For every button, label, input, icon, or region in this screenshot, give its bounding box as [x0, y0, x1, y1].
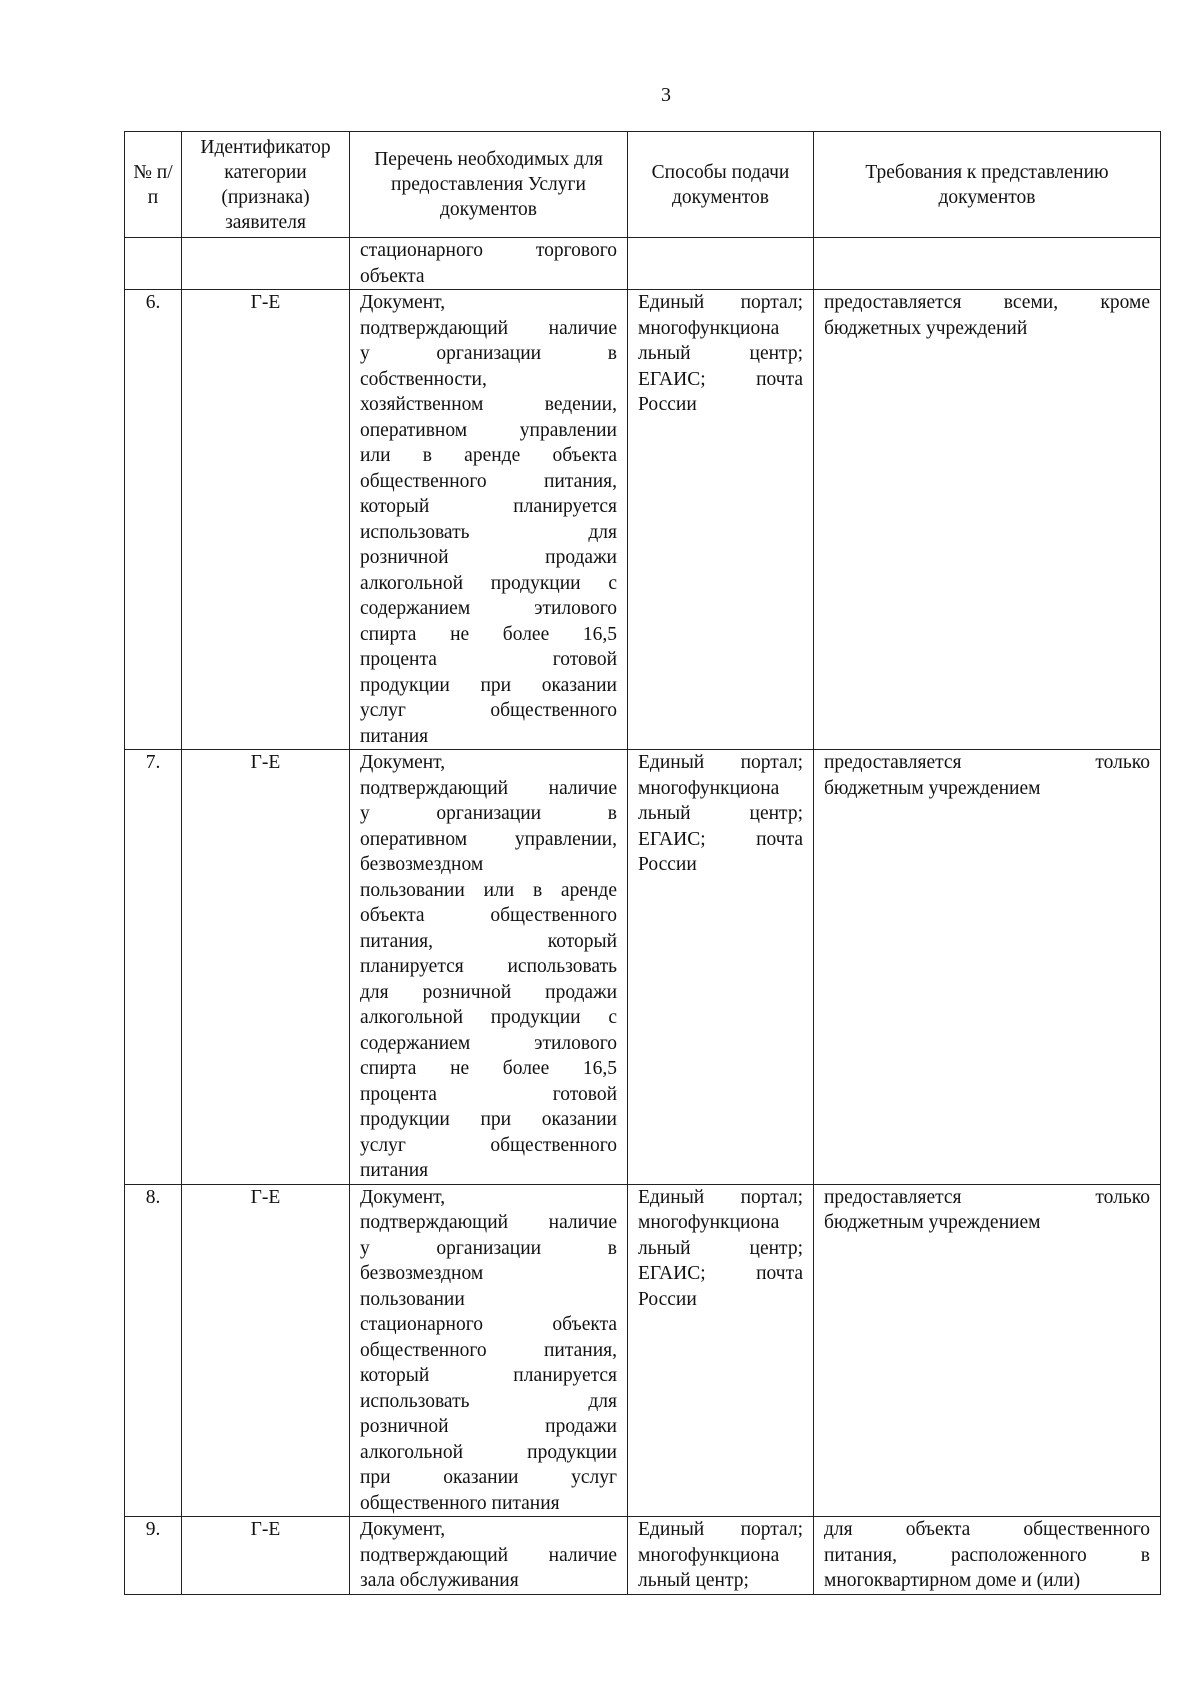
document-line: алкогольной продукции с — [360, 572, 617, 594]
method-line: многофункциона — [638, 777, 780, 799]
cell-requirements — [814, 238, 1161, 290]
document-line: собственности, — [360, 368, 487, 390]
document-line: или в аренде объекта — [360, 445, 617, 466]
document-line: подтверждающий наличие — [360, 777, 617, 799]
method-line: многофункциона — [638, 317, 780, 339]
table-row — [125, 1184, 1161, 1517]
header-category-id: Идентификатор категории (признака) заявителя — [182, 132, 350, 238]
requirement-line: многоквартирном доме и (или) — [824, 1570, 1081, 1591]
cell-category-id: Г-Е — [182, 290, 350, 750]
document-line: алкогольной продукции с — [360, 1007, 617, 1028]
method-line: ЕГАИС; почта — [638, 368, 803, 390]
document-line: процента готовой — [360, 649, 617, 670]
method-line: России — [638, 1288, 697, 1310]
document-line: подтверждающий наличие — [360, 1212, 617, 1233]
method-line: Единый портал; — [638, 1519, 803, 1540]
document-line: у организации в — [360, 803, 617, 824]
cell-requirements — [814, 1184, 1161, 1517]
document-line: процента готовой — [360, 1083, 617, 1105]
requirement-line: для объекта общественного — [824, 1519, 1150, 1540]
document-line: алкогольной продукции — [360, 1441, 617, 1463]
requirement-line: предоставляется всеми, кроме — [824, 292, 1150, 313]
document-line: хозяйственном ведении, — [360, 394, 617, 415]
cell-category-id: Г-Е — [182, 1517, 350, 1595]
document-line: объекта — [360, 265, 425, 287]
document-line: питания — [360, 725, 429, 747]
cell-number: 7. — [125, 750, 182, 1185]
header-documents-list: Перечень необходимых для предоставления Услуги документов — [350, 132, 628, 238]
requirement-line: предоставляется только — [824, 752, 1150, 773]
document-line: зала обслуживания — [360, 1570, 519, 1591]
cell-document — [350, 1517, 628, 1595]
document-line: общественного питания — [360, 1492, 560, 1514]
document-line: спирта не более 16,5 — [360, 1058, 617, 1079]
document-line: для розничной продажи — [360, 981, 617, 1003]
document-line: подтверждающий наличие — [360, 317, 617, 339]
cell-category-id: Г-Е — [182, 1184, 350, 1517]
document-line: у организации в — [360, 343, 617, 364]
cell-methods — [628, 238, 814, 290]
method-line: России — [638, 394, 697, 415]
document-line: Документ, — [360, 292, 446, 313]
header-requirements: Требования к представлению документов — [814, 132, 1161, 238]
cell-methods — [628, 750, 814, 1185]
document-line: планируется использовать — [360, 956, 617, 977]
document-line: содержанием этилового — [360, 1032, 617, 1054]
method-line: льный центр; — [638, 1237, 803, 1259]
cell-number: 8. — [125, 1184, 182, 1517]
method-line: ЕГАИС; почта — [638, 1263, 803, 1284]
document-line: безвозмездном — [360, 854, 484, 875]
method-line: многофункциона — [638, 1212, 780, 1233]
document-line: содержанием этилового — [360, 598, 617, 619]
document-line: который планируется — [360, 496, 617, 517]
table-row — [125, 1517, 1161, 1595]
method-line: многофункциона — [638, 1544, 780, 1566]
cell-category-id — [182, 238, 350, 290]
document-line: оперативном управлении — [360, 419, 617, 441]
documents-table — [124, 131, 1161, 1595]
cell-requirements — [814, 1517, 1161, 1595]
page-number: 3 — [661, 84, 671, 106]
cell-document — [350, 238, 628, 290]
document-line: общественного питания, — [360, 1339, 617, 1361]
cell-requirements — [814, 290, 1161, 750]
method-line: ЕГАИС; почта — [638, 828, 803, 850]
document-line: услуг общественного — [360, 700, 617, 721]
requirement-line: бюджетным учреждением — [824, 777, 1041, 799]
document-line: объекта общественного — [360, 905, 617, 926]
cell-methods — [628, 1517, 814, 1595]
document-line: розничной продажи — [360, 547, 617, 568]
cell-number: 9. — [125, 1517, 182, 1595]
requirement-line: предоставляется только — [824, 1186, 1150, 1208]
cell-number — [125, 238, 182, 290]
requirement-line: бюджетных учреждений — [824, 317, 1028, 339]
document-line: использовать для — [360, 521, 617, 543]
document-line: продукции при оказании — [360, 1109, 617, 1130]
method-line: России — [638, 854, 697, 875]
document-line: который планируется — [360, 1365, 617, 1386]
cell-category-id: Г-Е — [182, 750, 350, 1185]
document-line: спирта не более 16,5 — [360, 623, 617, 645]
cell-document — [350, 750, 628, 1185]
document-line: использовать для — [360, 1390, 617, 1412]
document-line: питания — [360, 1160, 429, 1181]
document-line: Документ, — [360, 752, 446, 773]
document-line: общественного питания, — [360, 470, 617, 492]
requirement-line: бюджетным учреждением — [824, 1212, 1041, 1233]
table-header-row — [125, 132, 1161, 238]
cell-requirements — [814, 750, 1161, 1185]
document-line: подтверждающий наличие — [360, 1544, 617, 1566]
document-line: безвозмездном — [360, 1263, 484, 1284]
document-line: пользовании или в аренде — [360, 879, 617, 901]
cell-methods — [628, 290, 814, 750]
requirement-line: питания, расположенного в — [824, 1544, 1150, 1566]
cell-document — [350, 290, 628, 750]
cell-number: 6. — [125, 290, 182, 750]
document-line: питания, который — [360, 930, 617, 952]
document-line: стационарного объекта — [360, 1314, 617, 1335]
method-line: льный центр; — [638, 803, 803, 824]
document-line: Документ, — [360, 1186, 446, 1208]
document-line: услуг общественного — [360, 1134, 617, 1156]
document-line: при оказании услуг — [360, 1467, 617, 1488]
document-line: у организации в — [360, 1237, 617, 1259]
method-line: Единый портал; — [638, 752, 803, 773]
method-line: льный центр; — [638, 1570, 749, 1591]
table-row — [125, 750, 1161, 1185]
cell-document — [350, 1184, 628, 1517]
document-line: пользовании — [360, 1288, 465, 1310]
header-number: № п/п — [125, 132, 182, 238]
table-row-continuation — [125, 238, 1161, 290]
table-row — [125, 290, 1161, 750]
document-line: оперативном управлении, — [360, 828, 617, 850]
document-line: стационарного торгового — [360, 240, 617, 261]
document-line: Документ, — [360, 1519, 446, 1540]
cell-methods — [628, 1184, 814, 1517]
method-line: Единый портал; — [638, 292, 803, 313]
document-line: розничной продажи — [360, 1416, 617, 1437]
document-line: продукции при оказании — [360, 674, 617, 696]
method-line: Единый портал; — [638, 1186, 803, 1208]
method-line: льный центр; — [638, 343, 803, 364]
header-submission-methods: Способы подачи документов — [628, 132, 814, 238]
